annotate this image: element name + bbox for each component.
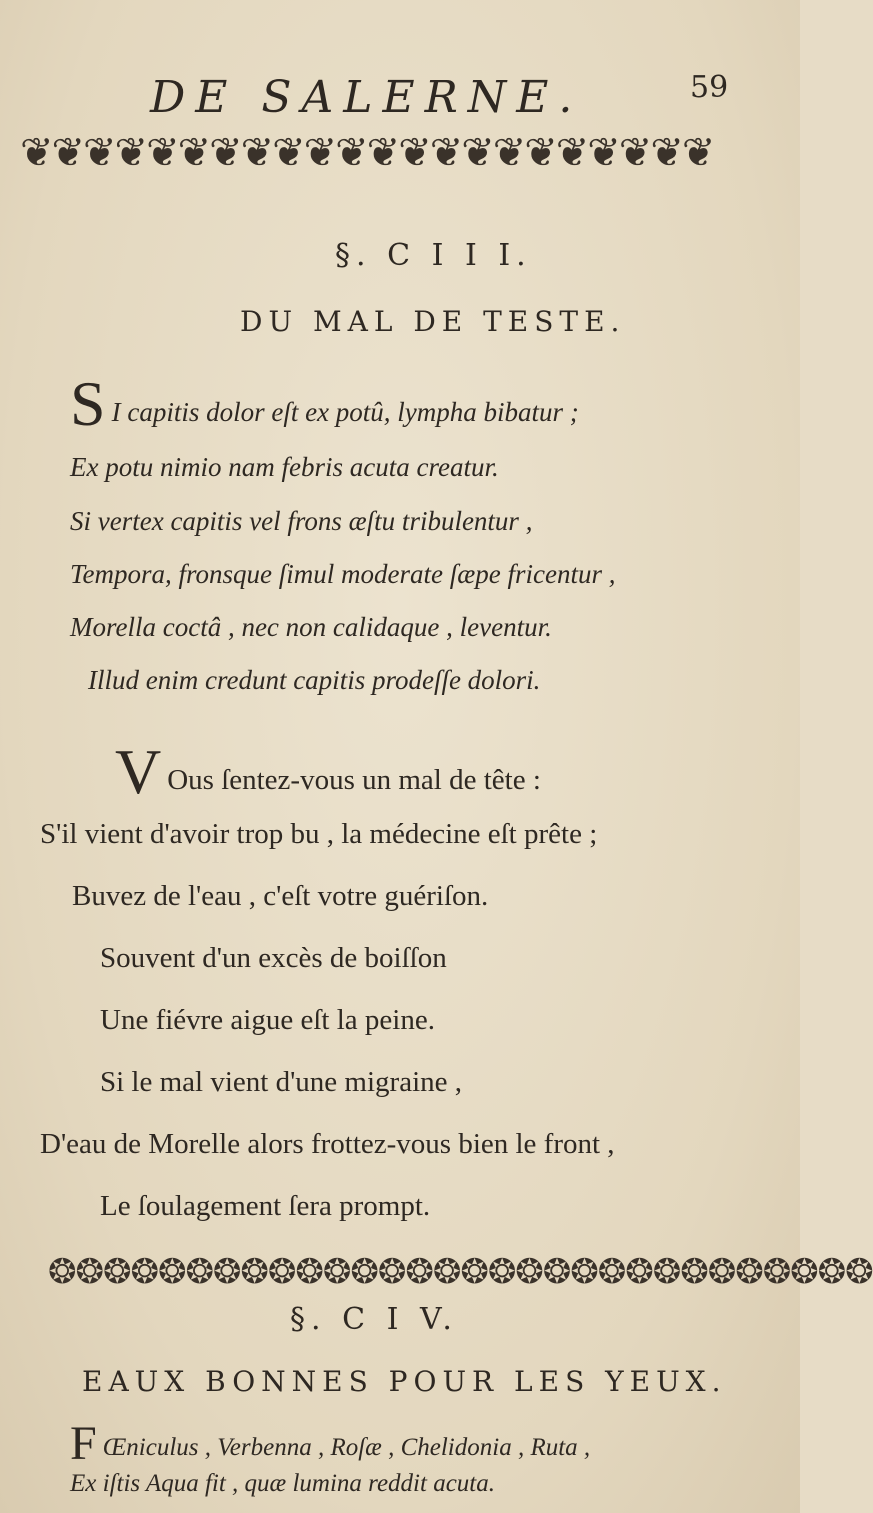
french-verse-line-hidden (70, 1500, 108, 1501)
french-verse-text (71, 1500, 91, 1501)
section-title: EAUX BONNES POUR LES YEUX. (82, 1365, 727, 1398)
french-verse-line: D'eau de Morelle alors frottez-vous bien le front , (40, 1128, 615, 1160)
drop-capital: F (70, 1417, 97, 1470)
french-verse-line: Le ſoulagement ſera prompt. (100, 1190, 431, 1222)
running-title: DE SALERNE. (150, 72, 583, 123)
french-verse-line: Souvent d'un excès de boiſſon (100, 942, 447, 974)
french-verse-line: Si le mal vient d'une migraine , (100, 1066, 463, 1098)
latin-verse-text: Œniculus , Verbenna , Roſæ , Chelidonia , Ruta , (102, 1434, 591, 1461)
drop-capital: S (70, 368, 106, 439)
french-verse-line: Une fiévre aigue eſt la peine. (100, 1004, 435, 1036)
french-verse-line: Buvez de l'eau , c'eſt votre guériſon. (72, 880, 489, 912)
drop-capital: V (115, 736, 162, 807)
french-verse-line: S'il vient d'avoir trop bu , la médecine eſt prête ; (40, 818, 598, 850)
section-title: DU MAL DE TESTE. (240, 305, 626, 338)
latin-verse-line: Illud enim credunt capitis prodeſſe dolori. (88, 665, 541, 695)
latin-verse-line (70, 1417, 591, 1470)
latin-verse-line: Tempora, fronsque ſimul moderate ſæpe fricentur , (70, 559, 616, 589)
section-number: §. C I V. (290, 1302, 458, 1337)
french-verse-line (115, 736, 541, 807)
ornament-row: ❦❦❦❦❦❦❦❦❦❦❦❦❦❦❦❦❦❦❦❦❦❦ (20, 130, 714, 176)
page-number: 59 (690, 70, 729, 105)
latin-verse-text: I capitis dolor eſt ex potû, lympha bibatur ; (111, 397, 579, 427)
latin-verse-line (70, 368, 579, 439)
latin-verse-line: Ex iſtis Aqua fit , quæ lumina reddit acuta. (70, 1470, 495, 1497)
section-number: §. C I I I. (335, 238, 532, 273)
french-verse-text: Ous ſentez-vous un mal de tête : (167, 764, 541, 796)
latin-verse-line: Si vertex capitis vel frons æſtu tribulentur , (70, 506, 533, 536)
latin-verse-line: Ex potu nimio nam febris acuta creatur. (70, 452, 499, 482)
divider-row: ❂❂❂❂❂❂❂❂❂❂❂❂❂❂❂❂❂❂❂❂❂❂❂❂❂❂❂❂❂❂ (48, 1252, 873, 1292)
french-verse-text (91, 1500, 108, 1501)
latin-verse-line: Morella coctâ , nec non calidaque , leventur. (70, 612, 552, 642)
